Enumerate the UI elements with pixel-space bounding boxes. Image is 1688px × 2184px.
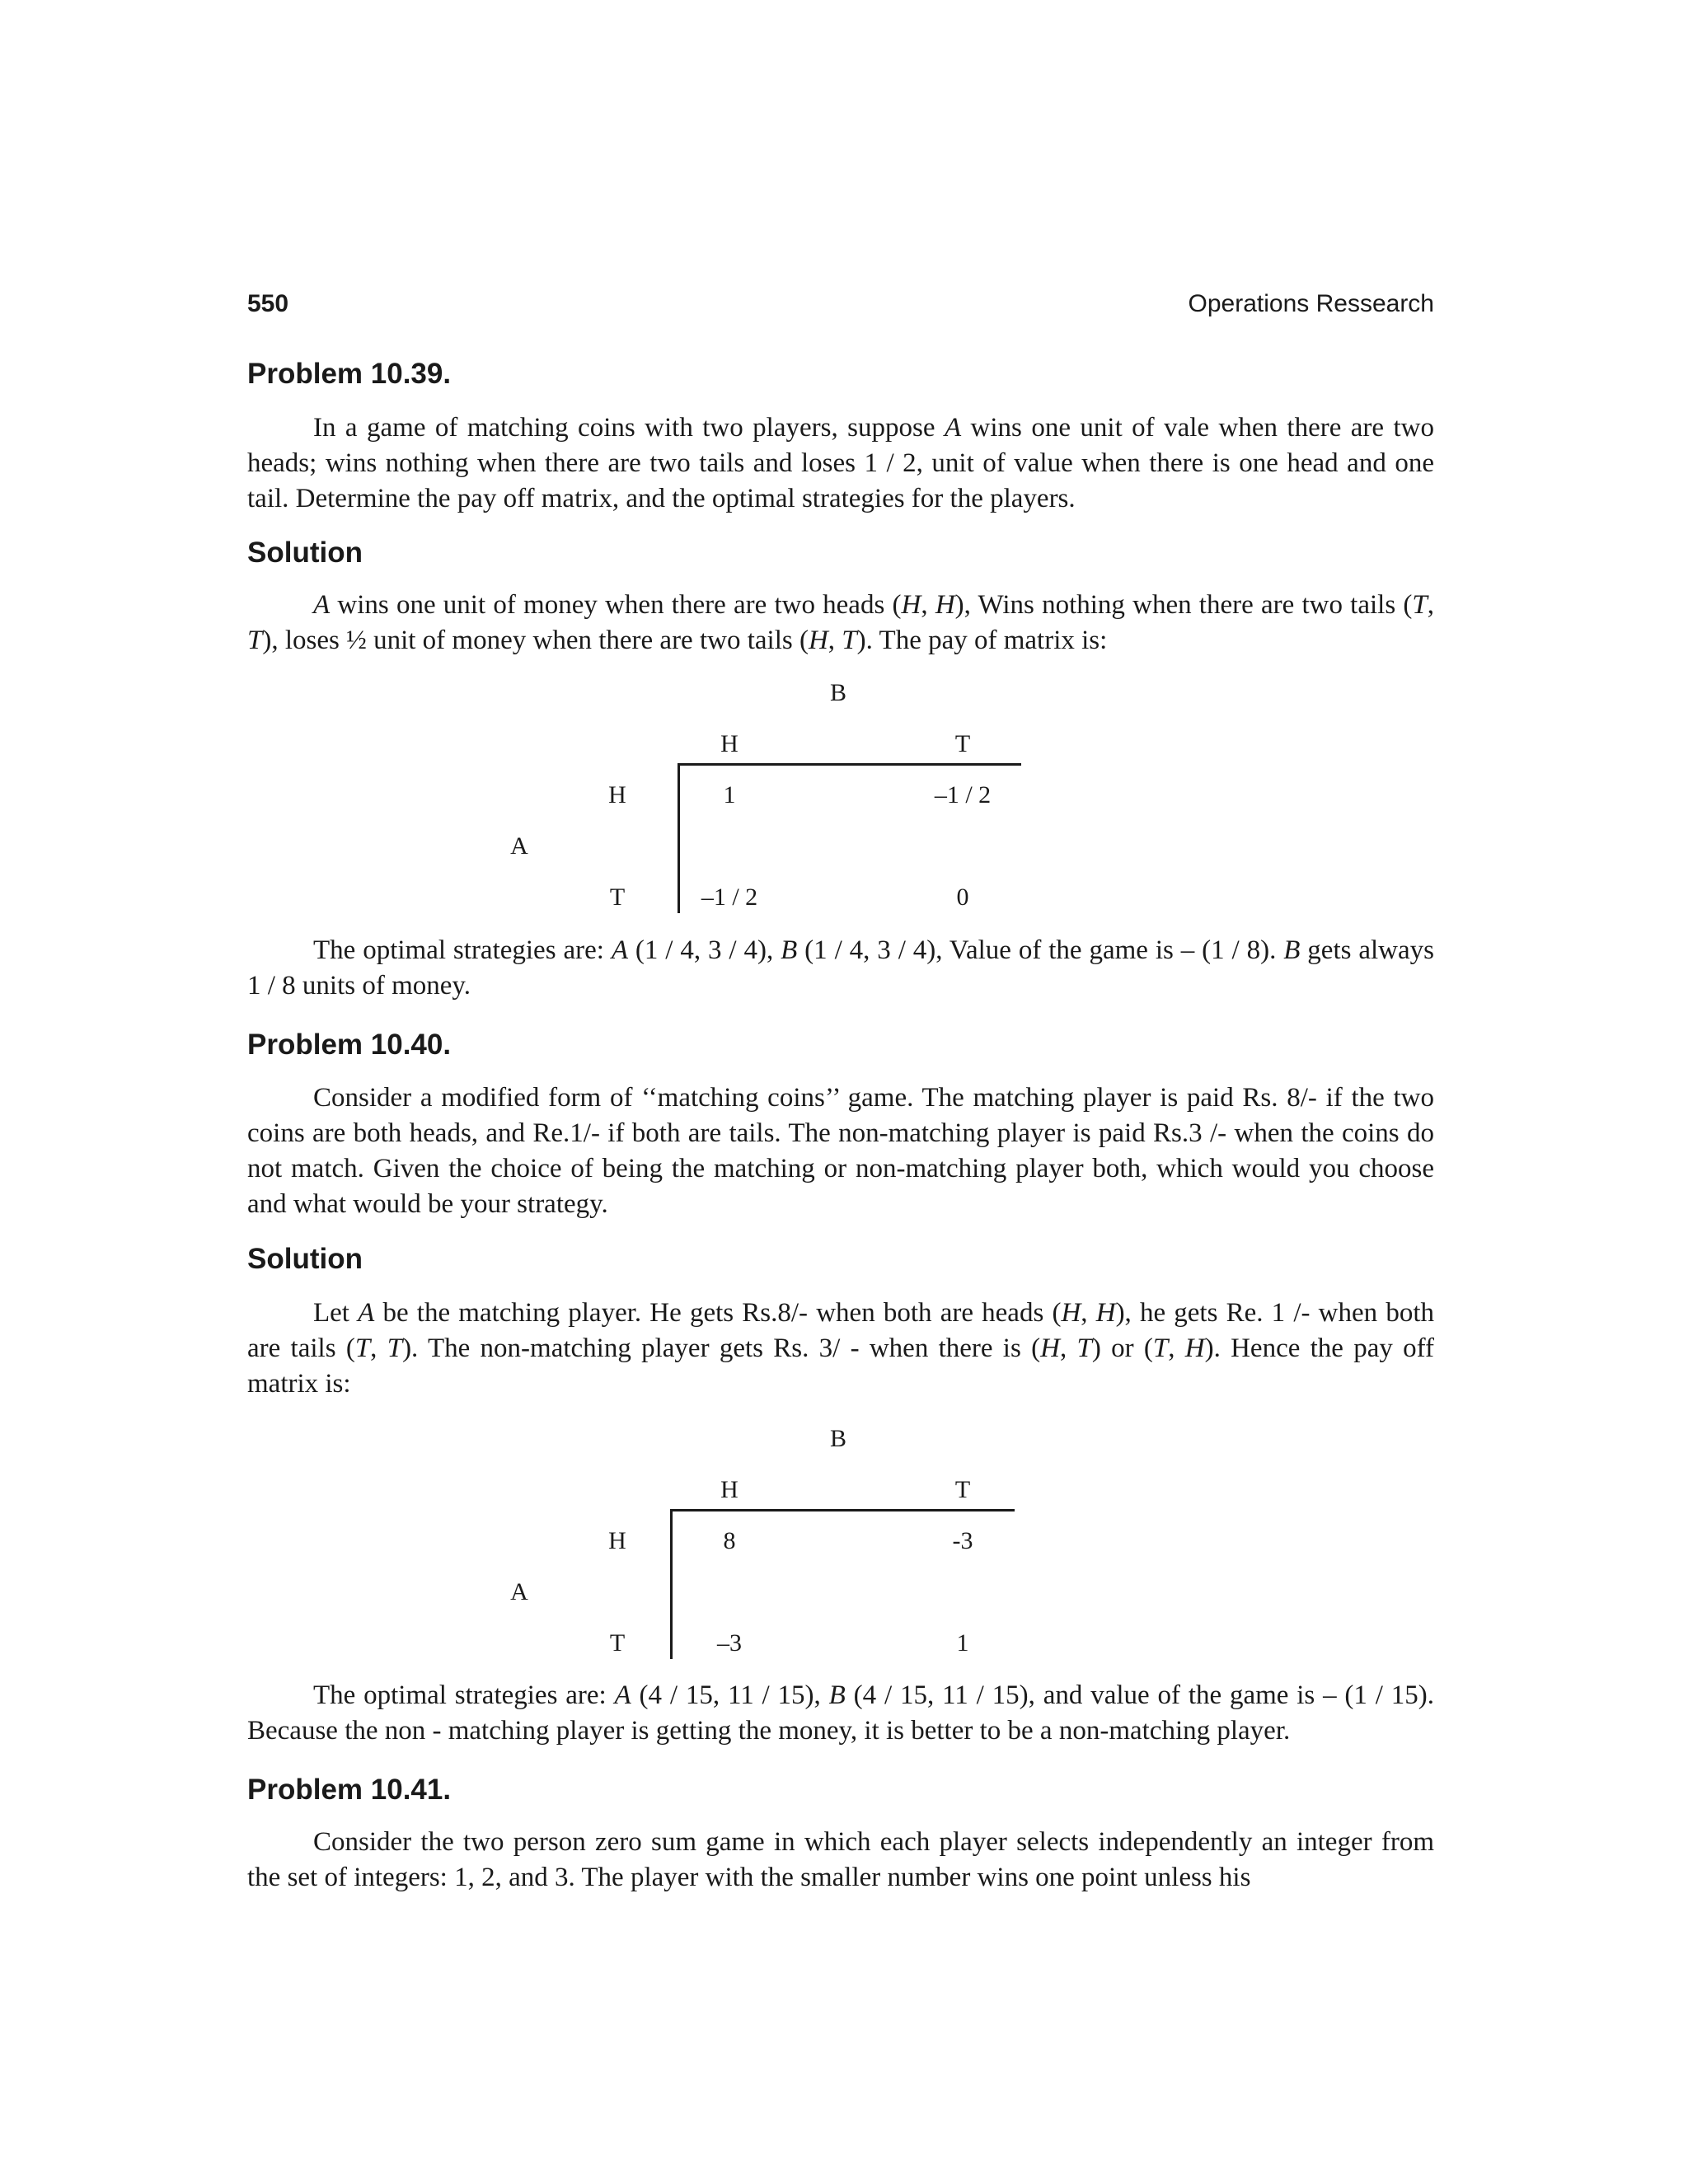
row-label-t: T bbox=[609, 1629, 626, 1657]
problem-10-41-statement: Consider the two person zero sum game in which each player selects independently an integer from the set of integers: 1, 2, and 3. The player with the smaller number wins one point unless his bbox=[247, 1827, 1434, 1892]
matrix-left-rule bbox=[670, 1509, 673, 1659]
matrix-cell: –1 / 2 bbox=[934, 781, 992, 808]
row-label-t: T bbox=[609, 883, 626, 911]
row-label-h: H bbox=[608, 1527, 626, 1554]
problem-10-41-heading: Problem 10.41. bbox=[247, 1774, 452, 1806]
column-label-t: T bbox=[954, 1476, 971, 1503]
problem-10-39-solution-text: A wins one unit of money when there are two heads (H, H), Wins nothing when there are two tails (T, T), loses ½ unit of money when there are two tails (H, T). The pay of matrix is: bbox=[247, 590, 1434, 655]
column-label-h: H bbox=[720, 730, 738, 757]
page-number: 550 bbox=[247, 290, 289, 317]
matrix-cell: 0 bbox=[956, 883, 969, 911]
matrix-cell: –3 bbox=[717, 1629, 742, 1657]
matrix-left-rule bbox=[678, 763, 680, 913]
row-label-h: H bbox=[608, 781, 626, 808]
matrix-cell: 8 bbox=[723, 1527, 736, 1554]
book-title: Operations Ressearch bbox=[1188, 290, 1434, 317]
problem-10-40-statement: Consider a modified form of ‘‘matching coins’’ game. The matching player is paid Rs. 8/- if the two coins are both heads, and Re.1/- if both are tails. The non-matching player is paid Rs.3 /- when the coins do not match. Given the choice of being the matching or non-matching player both, which would you choose and what would be your strategy. bbox=[247, 1083, 1434, 1219]
problem-10-40-solution-text: Let A be the matching player. He gets Rs.8/- when both are heads (H, H), he gets Re. 1 /- when both are tails (T, T). The non-matching player gets Rs. 3/ - when there is (H, T) or (T, H). Hence the pay off matrix is: bbox=[247, 1298, 1435, 1399]
matrix-top-rule bbox=[678, 763, 1021, 766]
problem-10-40-solution-heading: Solution bbox=[247, 1243, 363, 1275]
matrix-cell: 1 bbox=[723, 781, 736, 808]
problem-10-39-heading: Problem 10.39. bbox=[247, 358, 452, 390]
column-label-t: T bbox=[954, 730, 971, 757]
row-player-label: A bbox=[510, 1578, 528, 1605]
problem-10-40-result: The optimal strategies are: A (4 / 15, 11 / 15), B (4 / 15, 11 / 15), and value of the game is – (1 / 15). Because the non - matching player is getting the money, it is better to be a non-matching player. bbox=[247, 1680, 1434, 1746]
problem-10-40-heading: Problem 10.40. bbox=[247, 1029, 452, 1061]
problem-10-39-statement: In a game of matching coins with two players, suppose A wins one unit of vale when there are two heads; wins nothing when there are two tails and loses 1 / 2, unit of value when there is one head and one tail. Determine the pay off matrix, and the optimal strategies for the players. bbox=[247, 413, 1435, 513]
column-player-label: B bbox=[829, 679, 847, 706]
matrix-top-rule bbox=[670, 1509, 1015, 1511]
matrix-cell: 1 bbox=[956, 1629, 969, 1657]
column-label-h: H bbox=[720, 1476, 738, 1503]
column-player-label: B bbox=[829, 1425, 847, 1452]
row-player-label: A bbox=[510, 832, 528, 860]
matrix-cell: –1 / 2 bbox=[701, 883, 758, 911]
matrix-cell: -3 bbox=[952, 1527, 973, 1554]
problem-10-39-result: The optimal strategies are: A (1 / 4, 3 / 4), B (1 / 4, 3 / 4), Value of the game is – (1 / 8). B gets always 1 / 8 units of money. bbox=[247, 935, 1435, 1001]
problem-10-39-solution-heading: Solution bbox=[247, 537, 363, 569]
running-head bbox=[247, 290, 1434, 326]
